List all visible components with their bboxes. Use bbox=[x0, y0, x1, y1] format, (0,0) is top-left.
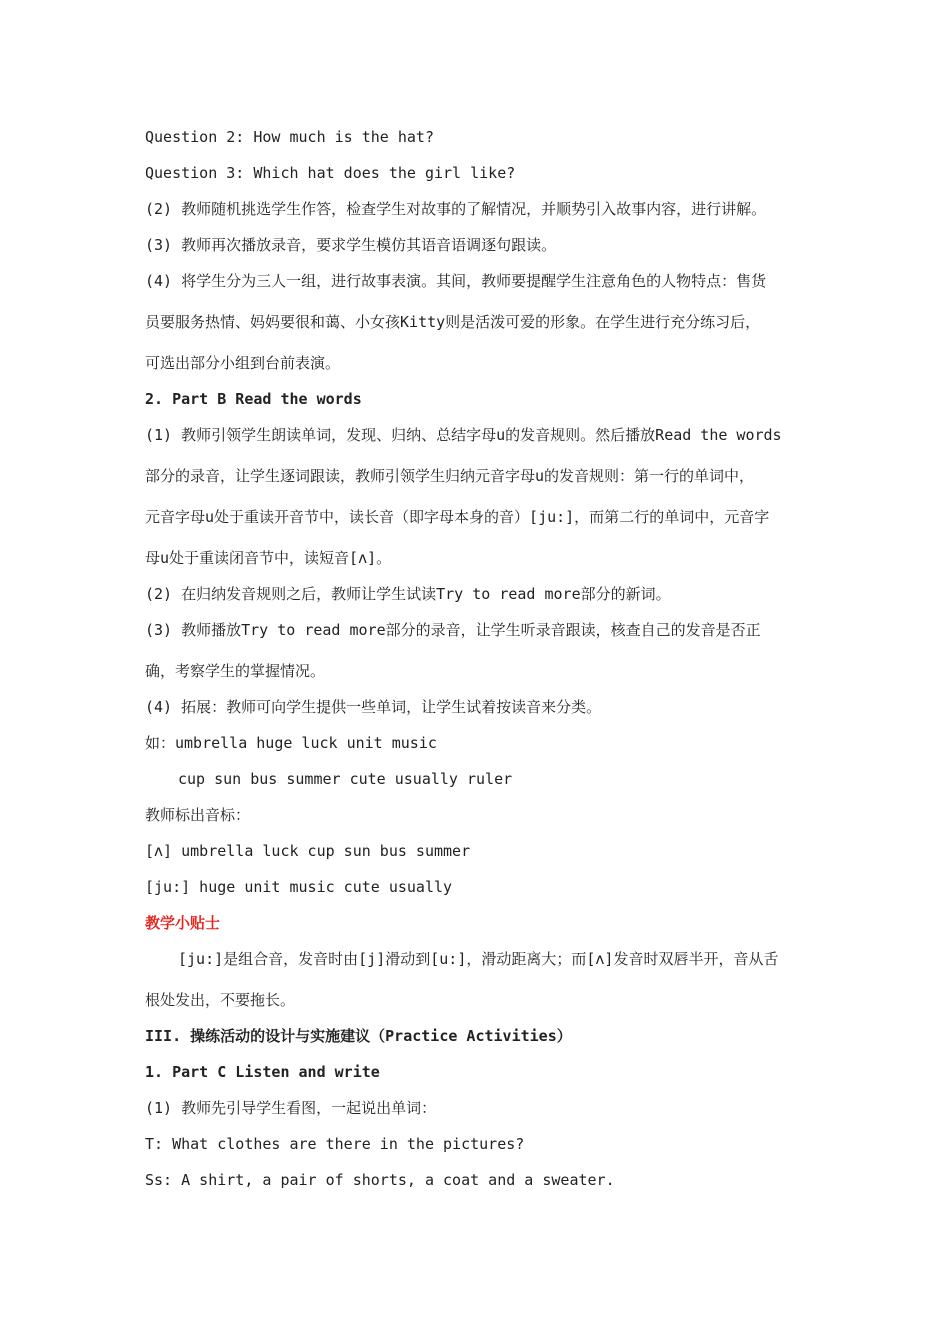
step-4-paragraph-line-3: 可选出部分小组到台前表演。 bbox=[145, 354, 341, 372]
example-words-line-2: cup sun bus summer cute usually ruler bbox=[178, 770, 513, 788]
teaching-tip-line-1: [ju:]是组合音，发音时由[j]滑动到[u:]，滑动距离大；而[ʌ]发音时双唇半开，音从舌 bbox=[178, 950, 779, 968]
part-c-step-1-paragraph: (1) 教师先引导学生看图，一起说出单词： bbox=[145, 1099, 437, 1117]
teaching-tip-line-2: 根处发出，不要拖长。 bbox=[145, 991, 296, 1009]
part-b-step-1-line-3: 元音字母u处于重读开音节中，读长音（即字母本身的音）[ju:]，而第二行的单词中，元音字 bbox=[145, 508, 770, 526]
step-2-paragraph: (2) 教师随机挑选学生作答，检查学生对故事的了解情况，并顺势引入故事内容，进行讲解。 bbox=[145, 200, 767, 218]
part-b-step-1-line-4: 母u处于重读闭音节中，读短音[ʌ]。 bbox=[145, 549, 392, 567]
dialogue-teacher-line: T: What clothes are there in the pictures? bbox=[145, 1135, 525, 1153]
part-b-step-3-line-1: (3) 教师播放Try to read more部分的录音，让学生听录音跟读，核查自己的发音是否正 bbox=[145, 621, 761, 639]
section-heading-part-c: 1. Part C Listen and write bbox=[145, 1063, 380, 1081]
step-4-paragraph-line-1: (4) 将学生分为三人一组，进行故事表演。其间，教师要提醒学生注意角色的人物特点：售货 bbox=[145, 272, 767, 290]
part-b-step-1-line-2: 部分的录音，让学生逐词跟读，教师引领学生归纳元音字母u的发音规则：第一行的单词中， bbox=[145, 467, 755, 485]
phonetic-short-u-line: [ʌ] umbrella luck cup sun bus summer bbox=[145, 842, 471, 860]
section-heading-practice-activities: III. 操练活动的设计与实施建议（Practice Activities） bbox=[145, 1027, 572, 1045]
question-2-line: Question 2: How much is the hat? bbox=[145, 128, 434, 146]
step-3-paragraph: (3) 教师再次播放录音，要求学生模仿其语音语调逐句跟读。 bbox=[145, 236, 557, 254]
document-page bbox=[145, 124, 813, 1203]
phonetic-long-u-line: [ju:] huge unit music cute usually bbox=[145, 878, 453, 896]
teaching-tip-heading: 教学小贴士 bbox=[145, 914, 221, 932]
question-3-line: Question 3: Which hat does the girl like? bbox=[145, 164, 516, 182]
phonetic-label: 教师标出音标： bbox=[145, 806, 251, 824]
example-words-line-1: 如：umbrella huge luck unit music bbox=[145, 734, 437, 752]
part-b-step-1-line-1: (1) 教师引领学生朗读单词，发现、归纳、总结字母u的发音规则。然后播放Read the words bbox=[145, 426, 782, 444]
part-b-step-2-paragraph: (2) 在归纳发音规则之后，教师让学生试读Try to read more部分的新词。 bbox=[145, 585, 671, 603]
section-heading-part-b: 2. Part B Read the words bbox=[145, 390, 362, 408]
dialogue-students-line: Ss: A shirt, a pair of shorts, a coat and a sweater. bbox=[145, 1171, 615, 1189]
part-b-step-3-line-2: 确，考察学生的掌握情况。 bbox=[145, 662, 326, 680]
step-4-paragraph-line-2: 员要服务热情、妈妈要很和蔼、小女孩Kitty则是活泼可爱的形象。在学生进行充分练习后， bbox=[145, 313, 761, 331]
part-b-step-4-paragraph: (4) 拓展：教师可向学生提供一些单词，让学生试着按读音来分类。 bbox=[145, 698, 602, 716]
